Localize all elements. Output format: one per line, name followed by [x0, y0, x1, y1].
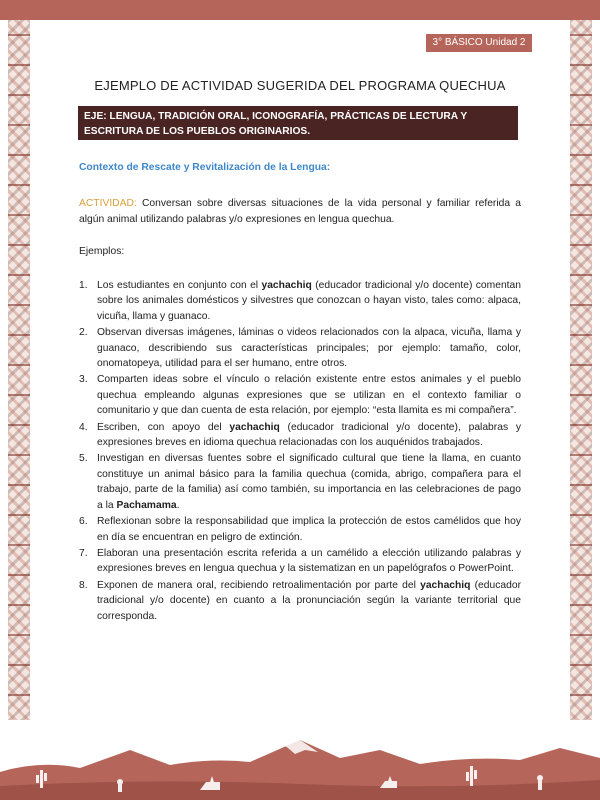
examples-label: Ejemplos:: [79, 246, 125, 257]
eje-banner: EJE: LENGUA, TRADICIÓN ORAL, ICONOGRAFÍA, PRÁCTICAS DE LECTURA Y ESCRITURA DE LOS PUEBLOS ORIGINARIOS.: [78, 106, 518, 140]
list-item: 6. Reflexionan sobre la responsabilidad que implica la protección de estos camélidos que hoy en día se encuentran en peligro de extinción.: [79, 516, 521, 543]
list-item: 3. Comparten ideas sobre el vínculo o relación existente entre estos animales y el pueblo quechua empleando algunas expresiones que se utilizan en el contexto familiar o comunitario y que dan cuenta de esta relación, por ejemplo: “esta llamita es mi compañera”.: [79, 374, 521, 417]
grade-unit-badge: 3° BÁSICO Unidad 2: [426, 34, 532, 52]
activity-text: Conversan sobre diversas situaciones de la vida personal y familiar referida a algún animal utilizando palabras y/o expresiones en lengua quechua.: [79, 198, 521, 225]
list-item: 8. Exponen de manera oral, recibiendo retroalimentación por parte del yachachiq (educador tradicional y/o docente) en cuanto a la pronunciación según la variante territorial que corresponda.: [79, 579, 521, 622]
activity-label: ACTIVIDAD:: [79, 198, 137, 209]
context-heading: Contexto de Rescate y Revitalización de la Lengua:: [79, 162, 331, 173]
examples-list: [79, 278, 521, 625]
left-pattern-border: [8, 20, 30, 740]
top-decorative-band: [0, 0, 600, 20]
list-item: 7. Elaboran una presentación escrita referida a un camélido a elección utilizando palabras y expresiones breves en lengua quechua y la sistematizan en un papelógrafos o PowerPoint.: [79, 547, 521, 575]
activity-paragraph: [79, 196, 521, 228]
andean-landscape-footer: [0, 720, 600, 800]
list-item: 4. Escriben, con apoyo del yachachiq (educador tradicional y/o docente), palabras y expresiones breves en idioma quechua relacionadas con los auquénidos trabajados.: [79, 421, 522, 449]
page-title: EJEMPLO DE ACTIVIDAD SUGERIDA DEL PROGRAMA QUECHUA: [94, 78, 506, 93]
list-item: 2. Observan diversas imágenes, láminas o videos relacionados con la alpaca, vicuña, llama y guanaco, describiendo sus características principales; por ejemplo: tamaño, color, onomatopeya, utilidad para el ser humano, entre otros.: [79, 327, 521, 370]
right-pattern-border: [570, 20, 592, 740]
list-item: 5. Investigan en diversas fuentes sobre el significado cultural que tiene la llama, en cuanto constituye un animal básico para la familia quechua (comida, abrigo, compañera para el trabajo, parte de la familia) así como también, su importancia en las celebraciones de pago a la Pachamama.: [79, 453, 521, 511]
list-item: 1. Los estudiantes en conjunto con el yachachiq (educador tradicional y/o docente) comentan sobre los animales domésticos y silvestres que conozcan o hayan visto, tales como: alpaca, vicuña, llama y guanaco.: [79, 280, 521, 322]
